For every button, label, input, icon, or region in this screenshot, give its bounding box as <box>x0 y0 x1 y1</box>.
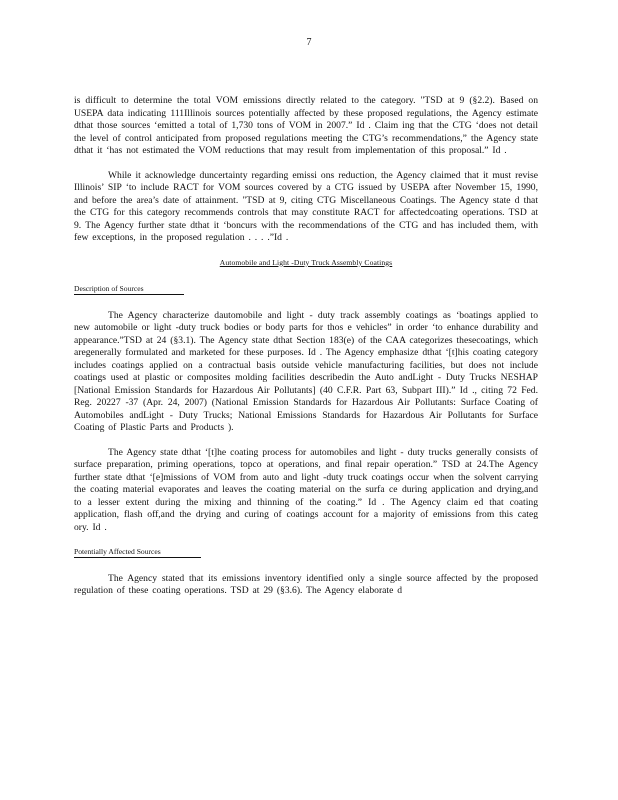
subheading-text: Potentially Affected Sources <box>74 547 201 558</box>
subheading-text: Description of Sources <box>74 284 184 295</box>
paragraph-emissions-inventory: The Agency stated that its emissions inventory identified only a single source affected by the proposed regulation of these coating operations. TSD at 29 (§3.6). The Agency elaborate d <box>74 572 538 596</box>
subheading-potentially-affected-sources <box>74 546 538 559</box>
paragraph-coating-process: The Agency state dthat ‘[t]he coating process for automobiles and light - duty trucks generally consists of surface preparation, priming operations, topco at operations, and final repair operation.” TSD at 24.The Agency further state dthat ‘[e]missions of VOM from auto and light -duty truck coatings occur when the solvent carrying the coating material evaporates and leaves the coating material on the surfa ce during application and drying,and to a lesser extent during the mixing and thinning of the coating.” Id . The Agency claim ed that coating application, flash off,and the drying and curing of coatings account for a majority of emissions from this categ ory. Id . <box>74 446 538 533</box>
page-number: 7 <box>306 37 312 48</box>
paragraph-coating-characterization: The Agency characterize dautomobile and light - duty track assembly coatings as ‘boatings applied to new automobile or light -duty truck bodies or body parts for thos e vehicles” in order ‘to enhance durability and appearance.”TSD at 24 (§3.1). The Agency state dthat Section 183(e) of the CAA categorizes thesecoatings, which aregenerally formulated and marketed for these purposes. Id . The Agency emphasize dthat ‘[t]his coating category includes coatings applied on a contractual basis outside vehicle manufacturing facilities, but does not include coatings used at plastic or composites molding facilities describedin the Auto andLight - Duty Trucks NESHAP [National Emission Standards for Hazardous Air Pollutants] (40 C.F.R. Part 63, Subpart III).” Id ., citing 72 Fed. Reg. 20227 -37 (Apr. 24, 2007) (National Emission Standards for Hazardous Air Pollutants: Surface Coating of Automobiles andLight - Duty Trucks; National Emissions Standards for Hazardous Air Pollutants for Surface Coating of Plastic Parts and Products ). <box>74 309 538 433</box>
subheading-description-of-sources <box>74 283 538 296</box>
section-heading <box>74 257 538 270</box>
paragraph-ract-sip: While it acknowledge duncertainty regarding emissi ons reduction, the Agency claimed that it must revise Illinois’ SIP ‘to include RACT for VOM sources covered by a CTG issued by USEPA after November 15, 1990, and before the area’s date of attainment. "TSD at 9, citing CTG Miscellaneous Coatings. The Agency state d that the CTG for this category recommends controls that may constitute RACT for affectedcoating operations. TSD at 9. The Agency further state dthat it ‘boncurs with the recommendations of the CTG and has included them, with few exceptions, in the proposed regulation . . . .”Id . <box>74 169 538 243</box>
document-body <box>74 95 538 610</box>
paragraph-vom-emissions: is difficult to determine the total VOM emissions directly related to the category. "TSD at 9 (§2.2). Based on USEPA data indicating 111Illinois sources potentially affected by these proposed regulations, the Agency estimate dthat those sources ‘emitted a total of 1,730 tons of VOM in 2007.” Id . Claim ing that the CTG ‘does not detail the level of control anticipated from proposed regulations meeting the CTG’s recommendations,” the Agency state dthat it ‘has not estimated the VOM reductions that may result from implementation of this proposal.” Id . <box>74 95 538 156</box>
section-heading-text: Automobile and Light -Duty Truck Assembly Coatings <box>219 257 393 267</box>
